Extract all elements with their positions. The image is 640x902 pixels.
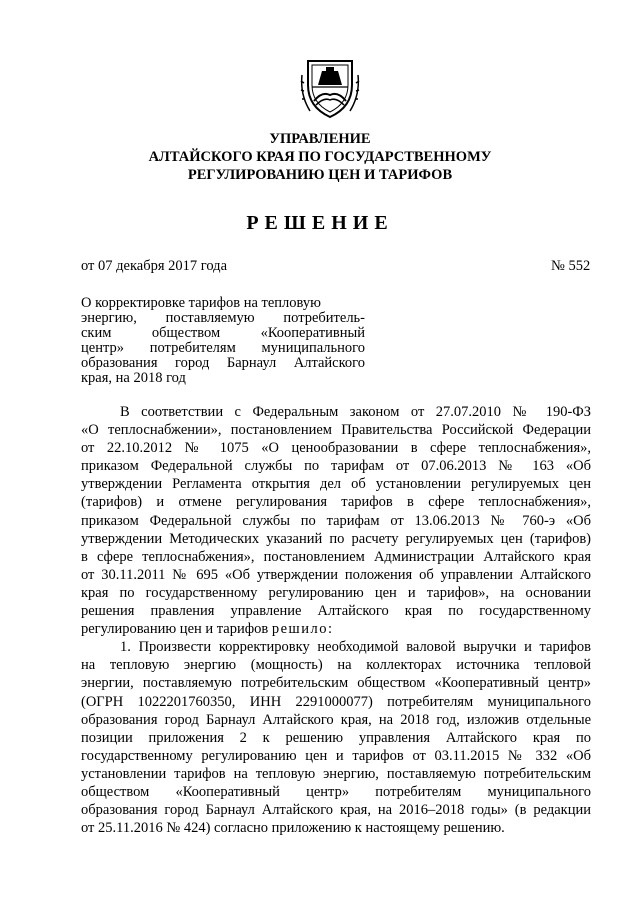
body-line: установлении тарифов на тепловую энергию, поставляемую потребительским — [81, 765, 591, 782]
body-line: обществом «Кооперативный центр» потребителям муниципального — [81, 783, 591, 800]
body-line: образования город Барнаул Алтайского края, на 2016–2018 годы» (в редакции — [81, 802, 591, 819]
body-line: В соответствии с Федеральным законом от 27.07.2010 № 190-ФЗ — [120, 404, 591, 420]
subject-line: О корректировке тарифов на тепловую — [81, 295, 321, 311]
body-line: от 22.10.2012 № 1075 «О ценообразовании в сфере теплоснабжения», — [81, 440, 591, 457]
body-line: образования город Барнаул Алтайского края, на 2018 год, изложив отдельные — [81, 711, 591, 728]
coat-of-arms-icon — [300, 55, 360, 121]
body-line: 1. Произвести корректировку необходимой валовой выручки и тарифов — [120, 639, 591, 656]
body-line: от 30.11.2011 № 695 «Об утверждении положения об управлении Алтайского — [81, 566, 591, 583]
subject-line: центр» потребителям муниципального — [81, 340, 365, 356]
resolve-word: решило: — [271, 621, 334, 638]
body-line: государственному регулированию цен и тарифов от 03.11.2015 № 332 «Об — [81, 747, 591, 764]
org-name-line2: АЛТАЙСКОГО КРАЯ ПО ГОСУДАРСТВЕННОМУ — [148, 149, 492, 165]
body-line: утверждении Методических указаний по расчету регулируемых цен (тарифов) — [81, 530, 591, 547]
body-line: приказом Федеральной службы по тарифам от 13.06.2013 № 760-э «Об — [81, 512, 591, 529]
body-line: позиции приложения 2 к решению управления Алтайского края по — [81, 729, 591, 746]
body-line: на тепловую энергию (мощность) на коллекторах источника тепловой — [81, 657, 591, 674]
body-line: энергии, поставляемую потребительским обществом «Кооперативный центр» — [81, 675, 591, 692]
subject-line: энергию, поставляемую потребитель- — [81, 310, 365, 326]
body-line: решения правления управление Алтайского края по государственному — [81, 603, 591, 620]
body-line: края по государственному регулированию цен и тарифов», на основании — [81, 584, 591, 601]
body-line: регулированию цен и тарифов — [81, 621, 269, 638]
body-line: (ОГРН 1022201760350, ИНН 2291000077) потребителям муниципального — [81, 693, 591, 710]
org-name-line3: РЕГУЛИРОВАНИЮ ЦЕН И ТАРИФОВ — [187, 167, 453, 183]
body-line-resolve — [81, 620, 591, 638]
body-line: «О теплоснабжении», постановлением Правительства Российской Федерации — [81, 422, 591, 439]
document-body — [81, 403, 591, 837]
document-date: от 07 декабря 2017 года — [81, 258, 227, 274]
body-line: от 25.11.2016 № 424) согласно приложению к настоящему решению. — [81, 820, 505, 837]
subject-line: ским обществом «Кооперативный — [81, 325, 365, 341]
subject-line: образования город Барнаул Алтайского — [81, 355, 365, 371]
body-line: (тарифов) и отмене регулирования тарифов в сфере теплоснабжения», — [81, 494, 591, 511]
document-subject — [81, 296, 365, 386]
body-line: в сфере теплоснабжения», постановлением Администрации Алтайского края — [81, 548, 591, 565]
document-type-title: РЕШЕНИЕ — [246, 212, 394, 234]
body-line: утверждении Регламента открытия дел об установлении регулируемых цен — [81, 476, 591, 493]
document-number: № 552 — [551, 258, 591, 274]
org-name-line1: УПРАВЛЕНИЕ — [269, 131, 371, 147]
body-line: приказом Федеральной службы по тарифам от 07.06.2013 № 163 «Об — [81, 458, 591, 475]
subject-line: края, на 2018 год — [81, 370, 186, 386]
